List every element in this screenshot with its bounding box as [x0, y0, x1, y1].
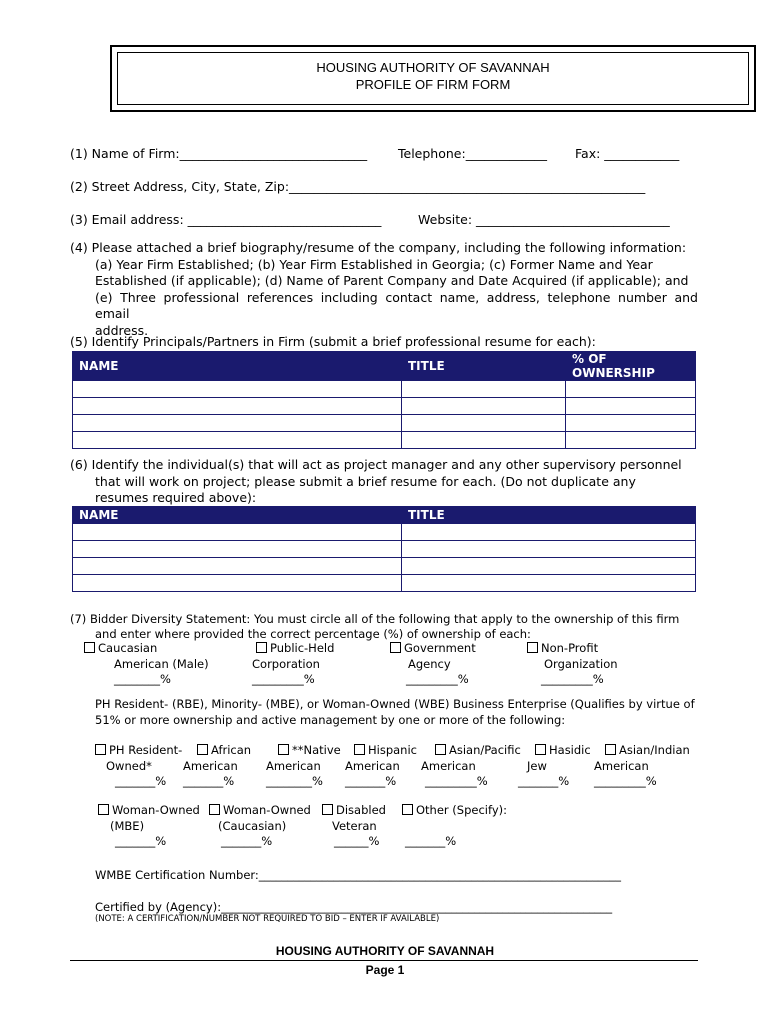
col-title: TITLE — [402, 352, 566, 381]
cell[interactable] — [73, 541, 402, 558]
email-field[interactable]: (3) Email address: _______________________________ — [70, 212, 382, 227]
percent-field[interactable]: _______% — [345, 774, 397, 788]
option-asian-pacific[interactable] — [421, 743, 521, 790]
col-name: NAME — [73, 507, 402, 524]
website-field[interactable]: Website: _______________________________ — [418, 212, 670, 227]
certified-by-field[interactable]: Certified by (Agency):____________________________________________________________________ — [95, 900, 613, 914]
page-number: Page 1 — [365, 963, 405, 977]
table-row — [73, 575, 696, 592]
percent-field[interactable]: _______% — [183, 774, 235, 788]
q6-line1: (6) Identify the individual(s) that will act as project manager and any other supervisory personnel — [70, 457, 682, 472]
option-label: Asian/Indian — [619, 743, 690, 757]
option-woman-owned-caucasian[interactable] — [209, 803, 311, 850]
street-address-field[interactable]: (2) Street Address, City, State, Zip:_________________________________________________________ — [70, 179, 646, 194]
col-ownership: % OF OWNERSHIP — [566, 352, 696, 381]
cell[interactable] — [402, 524, 696, 541]
checkbox-icon[interactable] — [435, 744, 446, 755]
option-asian-indian[interactable] — [594, 743, 690, 790]
footer-title: HOUSING AUTHORITY OF SAVANNAH — [275, 944, 495, 958]
cell[interactable] — [402, 541, 696, 558]
table-row — [73, 541, 696, 558]
checkbox-icon[interactable] — [535, 744, 546, 755]
percent-field[interactable]: _________% — [541, 672, 604, 686]
option-woman-owned-mbe[interactable] — [98, 803, 200, 850]
option-label-2: Owned* — [106, 758, 152, 773]
cell[interactable] — [566, 381, 696, 398]
telephone-field[interactable]: Telephone:_____________ — [398, 146, 547, 161]
q5-label: (5) Identify Principals/Partners in Firm (submit a brief professional resume for each): — [70, 334, 596, 349]
option-label: African — [211, 743, 252, 757]
ph-line1: PH Resident- (RBE), Minority- (MBE), or Woman-Owned (WBE) Business Enterprise (Qualifies by virtue of — [95, 697, 695, 711]
table-row — [73, 415, 696, 432]
option-label-2: (MBE) — [110, 818, 145, 833]
option-label: Hasidic — [549, 743, 591, 757]
option-non-profit[interactable] — [527, 641, 657, 688]
table-row — [73, 398, 696, 415]
percent-field[interactable]: ________% — [114, 672, 171, 686]
cell[interactable] — [402, 575, 696, 592]
option-label-2: Organization — [544, 656, 618, 671]
checkbox-icon[interactable] — [402, 804, 413, 815]
percent-field[interactable]: _________% — [406, 672, 469, 686]
cell[interactable] — [73, 558, 402, 575]
cell[interactable] — [566, 432, 696, 449]
option-label-2: Veteran — [332, 818, 377, 833]
option-label-2: American — [594, 758, 649, 773]
option-other[interactable] — [402, 803, 507, 850]
org-name: HOUSING AUTHORITY OF SAVANNAH — [316, 60, 550, 75]
q4-line4: (e) Three professional references including contact name, address, telephone number and email — [95, 289, 698, 321]
checkbox-icon[interactable] — [354, 744, 365, 755]
q7-line2: and enter where provided the correct percentage (%) of ownership of each: — [95, 627, 531, 641]
fax-field[interactable]: Fax: ____________ — [575, 146, 680, 161]
form-title-box — [110, 45, 756, 112]
supervisors-table — [72, 506, 696, 592]
percent-field[interactable]: ______% — [334, 834, 380, 848]
option-label: Government — [404, 641, 476, 655]
checkbox-icon[interactable] — [98, 804, 109, 815]
option-label-2 — [402, 819, 507, 835]
col-title: TITLE — [402, 507, 696, 524]
option-hasidic-jew[interactable] — [518, 743, 591, 790]
option-label: Disabled — [336, 803, 386, 817]
question-6 — [70, 457, 698, 507]
percent-field[interactable]: _______% — [405, 834, 457, 848]
option-label-2: American — [183, 758, 238, 773]
cell[interactable] — [73, 432, 402, 449]
checkbox-icon[interactable] — [322, 804, 333, 815]
option-label-2: Corporation — [252, 656, 320, 671]
cell[interactable] — [402, 381, 566, 398]
option-label-2: Agency — [408, 656, 451, 671]
q4-line2: (a) Year Firm Established; (b) Year Firm Established in Georgia; (c) Former Name and Year — [95, 256, 653, 272]
percent-field[interactable]: _______% — [115, 774, 167, 788]
checkbox-icon[interactable] — [95, 744, 106, 755]
cell[interactable] — [73, 575, 402, 592]
cell[interactable] — [402, 415, 566, 432]
table-row — [73, 524, 696, 541]
option-hispanic-american[interactable] — [345, 743, 417, 790]
option-ph-resident[interactable] — [95, 743, 182, 790]
option-government[interactable] — [390, 641, 520, 688]
cell[interactable] — [402, 558, 696, 575]
option-label: Asian/Pacific — [449, 743, 521, 757]
q4-line3: Established (if applicable); (d) Name of Parent Company and Date Acquired (if applicable); and — [95, 273, 689, 288]
checkbox-icon[interactable] — [209, 804, 220, 815]
table-row — [73, 432, 696, 449]
option-label-2: American — [421, 758, 476, 773]
cell[interactable] — [566, 398, 696, 415]
option-label: Non-Profit — [541, 641, 599, 655]
form-title-inner — [117, 52, 749, 105]
option-label: Other (Specify): — [416, 803, 508, 817]
option-african-american[interactable] — [183, 743, 251, 790]
col-name: NAME — [73, 352, 402, 381]
option-label-2: American — [345, 758, 400, 773]
question-4 — [70, 240, 698, 339]
firm-name-field[interactable]: (1) Name of Firm:______________________________ — [70, 146, 368, 161]
percent-field[interactable]: _________% — [594, 774, 657, 788]
principals-table — [72, 351, 696, 449]
cell[interactable] — [73, 524, 402, 541]
percent-field[interactable]: _______% — [518, 774, 570, 788]
checkbox-icon[interactable] — [197, 744, 208, 755]
checkbox-icon[interactable] — [256, 642, 267, 653]
percent-field[interactable]: _______% — [115, 834, 167, 848]
percent-field[interactable]: _________% — [252, 672, 315, 686]
q4-line5: address. — [95, 322, 149, 338]
option-label: Woman-Owned — [112, 803, 200, 817]
option-label: Public-Held — [270, 641, 335, 655]
option-caucasian[interactable] — [84, 641, 214, 688]
option-label-2: Jew — [527, 758, 547, 773]
cell[interactable] — [402, 432, 566, 449]
option-label: Hispanic — [368, 743, 417, 757]
cell[interactable] — [566, 415, 696, 432]
checkbox-icon[interactable] — [527, 642, 538, 653]
footer-divider — [70, 960, 698, 961]
ph-line2: 51% or more ownership and active management by one or more of the following: — [95, 713, 566, 727]
option-label: Caucasian — [98, 641, 158, 655]
percent-field[interactable]: ________% — [266, 774, 323, 788]
cell[interactable] — [73, 415, 402, 432]
option-label: **Native — [292, 743, 341, 757]
option-label: Woman-Owned — [223, 803, 311, 817]
option-public-held[interactable] — [252, 641, 382, 688]
q4-line1: (4) Please attached a brief biography/resume of the company, including the following information: — [70, 240, 687, 255]
percent-field[interactable]: _________% — [425, 774, 488, 788]
checkbox-icon[interactable] — [278, 744, 289, 755]
form-title: PROFILE OF FIRM FORM — [355, 77, 511, 92]
option-label-2: American (Male) — [114, 656, 209, 671]
option-native-american[interactable] — [266, 743, 341, 790]
q6-line3: resumes required above): — [95, 490, 257, 505]
option-disabled-veteran[interactable] — [322, 803, 386, 850]
wmbe-cert-field[interactable]: WMBE Certification Number:_______________________________________________________________ — [95, 868, 622, 882]
cell[interactable] — [402, 398, 566, 415]
certification-note: (NOTE: A CERTIFICATION/NUMBER NOT REQUIRED TO BID – ENTER IF AVAILABLE) — [95, 914, 440, 924]
checkbox-icon[interactable] — [390, 642, 401, 653]
table-row — [73, 381, 696, 398]
q6-line2: that will work on project; please submit a brief resume for each. (Do not duplicate any — [95, 473, 636, 489]
option-label-2: American — [266, 758, 321, 773]
q7-line1: (7) Bidder Diversity Statement: You must circle all of the following that apply to the ownership of this firm — [70, 612, 680, 626]
table-row — [73, 558, 696, 575]
option-label: PH Resident- — [109, 743, 183, 757]
cell[interactable] — [73, 381, 402, 398]
cell[interactable] — [73, 398, 402, 415]
option-label-2: (Caucasian) — [218, 818, 287, 833]
checkbox-icon[interactable] — [605, 744, 616, 755]
checkbox-icon[interactable] — [84, 642, 95, 653]
percent-field[interactable]: _______% — [221, 834, 273, 848]
